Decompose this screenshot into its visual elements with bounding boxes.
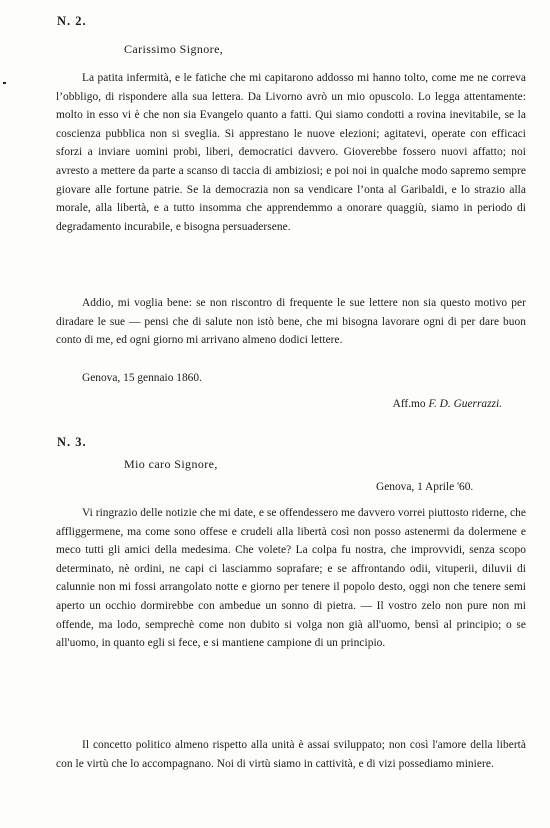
signature-name: F. D. Guerrazzi. xyxy=(428,398,502,410)
letter-number: N. 2. xyxy=(57,14,87,28)
letter-signature xyxy=(393,398,502,410)
letter-paragraph: Addio, mi voglia bene: se non riscontro di frequente le sue lettere non sia questo motivo per diradare le sue — pensi che di salute non istò bene, che mi bisogna lavorare ogni di per dare buon conto di me, ed ogni giorno mi arrivano almeno dodici lettere. xyxy=(56,297,526,347)
margin-mark xyxy=(3,82,6,84)
letter-paragraph: Vi ringrazio delle notizie che mi date, e se offendessero me davvero vorrei piuttosto riderne, che affliggermene, ma come sono offese e crudeli alla libertà così non posso astenermi da dolermene e meco tutti gli amici della medesima. Che volete? La colpa fu nostra, che improvvidi, senza scopo determinato, nè ordini, ne capi ci lasciammo soprafare; e se affrontando odii, vituperii, diluvii di calunnie non mi fossi arrangolato notte e giorno per tenere il popolo desto, oggi non che tenere semi aperto un occhio dormirebbe con ambedue un sonno di pietra. — Il vostro zelo non pure non mi offende, ma lodo, semprechè come non dubito si volga non già all'uomo, bensì al principio; o se all'uomo, in quanto egli si fece, e si mantiene campione di un principio. xyxy=(56,507,526,650)
letter-paragraph: Il concetto politico almeno rispetto alla unità è assai sviluppato; non così l'amore della libertà con le virtù che lo accompagnano. Noi di virtù siamo in cattività, e di vizi possediamo miniere. xyxy=(56,739,526,770)
letter-paragraph: La patita infermità, e le fatiche che mi capitarono addosso mi hanno tolto, come me ne correva l’obbligo, di rispondere alla sua lettera. Da Livorno avrò un mio opuscolo. Lo legga attentamente: molto in esso vi è che non sia Evangelo quanto a fatti. Qui siamo condotti a rovina inevitabile, se la coscienza pubblica non si sveglia. Si apprestano le nuove elezioni; agitatevi, operate con efficaci sforzi a inviare uomini probi, liberi, democratici davvero. Gioverebbe fossero nuovi affatto; noi avresto a mettere da parte a scanso di taccia di ambiziosi; e poi noi in qualche modo sapremo sempre giovare alle fortune patrie. Se la democrazia non sa vendicare l’onta al Garibaldi, e lo strazio alla morale, alla libertà, e a tutto insomma che apprendemmo a onorare quaggiù, siamo in periodo di degradamento incurabile, e bisogna persuadersene. xyxy=(56,72,526,233)
letter-dateline: Genova, 15 gennaio 1860. xyxy=(82,372,202,384)
letter-number: N. 3. xyxy=(57,435,87,449)
letter-dateline: Genova, 1 Aprile '60. xyxy=(376,481,474,493)
letter-salutation: Carissimo Signore, xyxy=(124,42,224,56)
signature-prefix: Aff.mo xyxy=(392,398,426,410)
letter-salutation: Mio caro Signore, xyxy=(124,457,218,471)
